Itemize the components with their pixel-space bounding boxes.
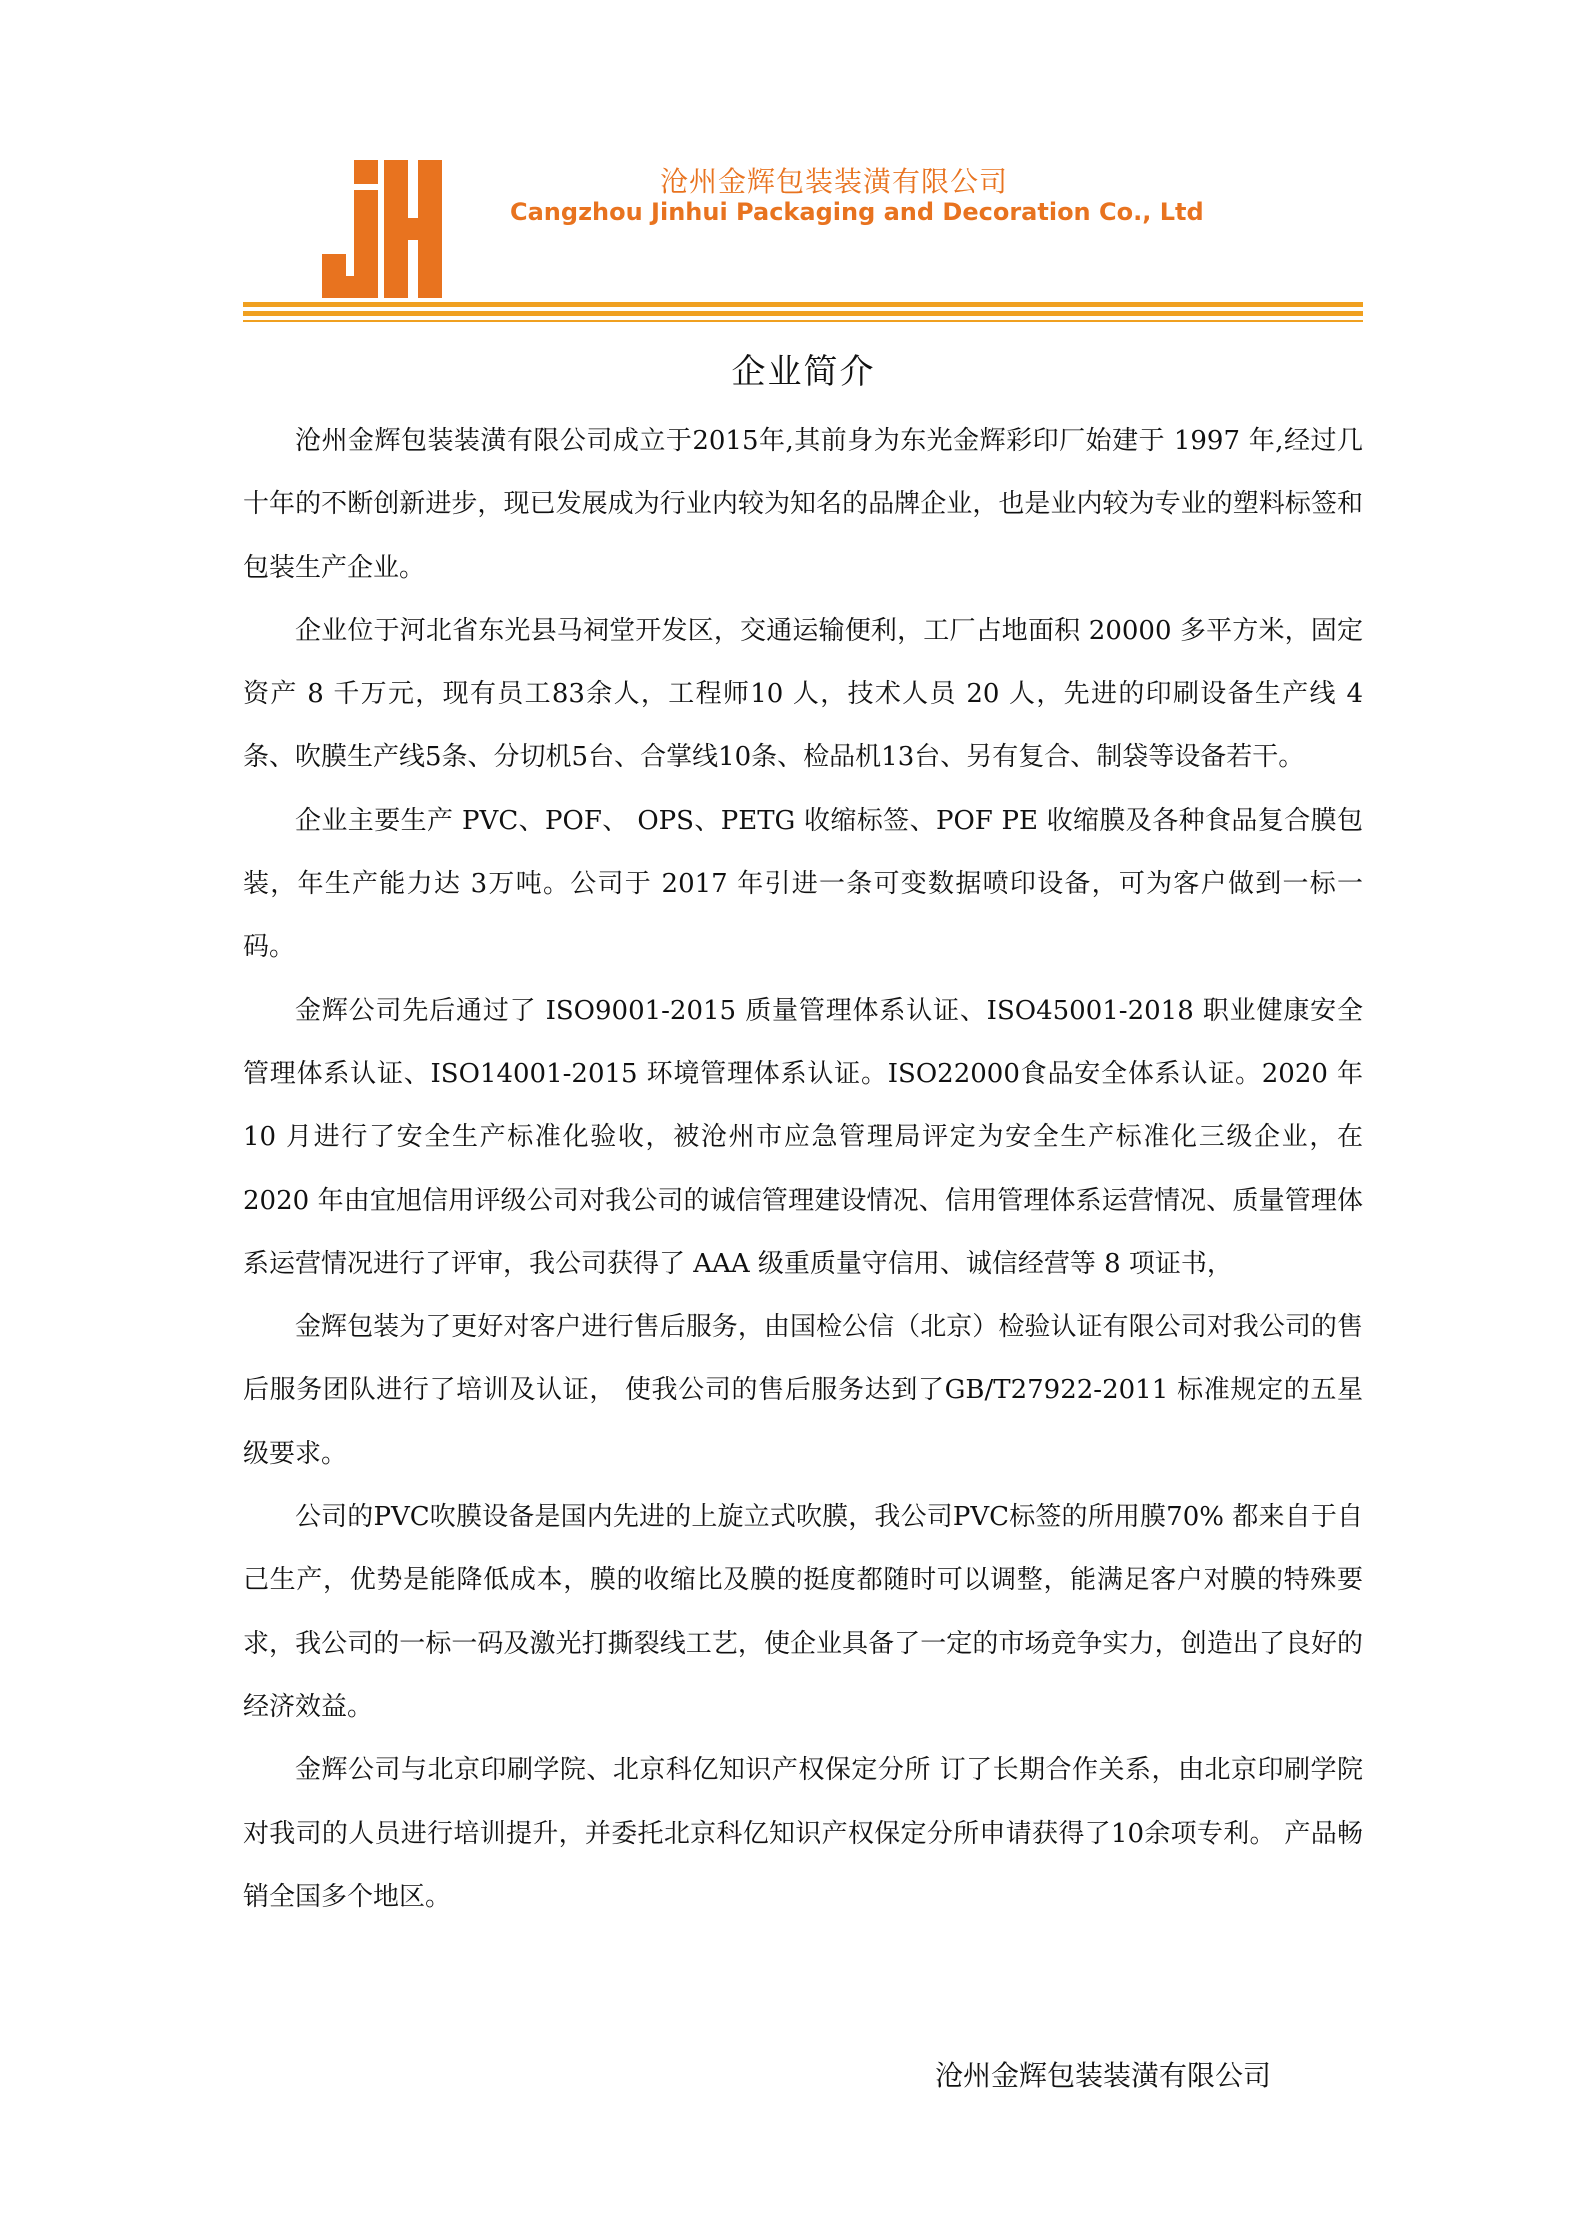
company-name-en: Cangzhou Jinhui Packaging and Decoration Co., Ltd (510, 198, 1204, 226)
header-divider (243, 302, 1363, 307)
paragraph: 企业主要生产 PVC、POF、 OPS、PETG 收缩标签、POF PE 收缩膜及各种食品复合膜包装，年生产能力达 3万吨。公司于 2017 年引进一条可变数据喷印设备，可为客户做到一标一码。 (243, 805, 1363, 963)
document-title: 企业简介 (731, 352, 876, 392)
paragraph: 公司的PVC吹膜设备是国内先进的上旋立式吹膜，我公司PVC标签的所用膜70% 都来自于自己生产，优势是能降低成本，膜的收缩比及膜的挺度都随时可以调整，能满足客户对膜的特殊要求，我公司的一标一码及激光打撕裂线工艺，使企业具备了一定的市场竞争实力，创造出了良好的经济效益。 (243, 1502, 1363, 1722)
signature: 沧州金辉包装装潢有限公司 (935, 2059, 1272, 2092)
header-divider (243, 311, 1363, 316)
company-logo (322, 160, 442, 298)
header-divider (243, 320, 1363, 322)
document-body (243, 410, 1363, 1929)
paragraph: 金辉公司与北京印刷学院、北京科亿知识产权保定分所 订了长期合作关系，由北京印刷学院对我司的人员进行培训提升，并委托北京科亿知识产权保定分所申请获得了10余项专利。 产品畅销全国多个地区。 (243, 1755, 1363, 1912)
paragraph: 金辉公司先后通过了 ISO9001-2015 质量管理体系认证、ISO45001-2018 职业健康安全管理体系认证、ISO14001-2015 环境管理体系认证。ISO22000食品安全体系认证。2020 年10 月进行了安全生产标准化验收，被沧州市应急管理局评定为安全生产标准化三级企业，在 2020 年由宜旭信用评级公司对我公司的诚信管理建设情况、信用管理体系运营情况、质量管理体系运营情况进行了评审，我公司获得了 AAA 级重质量守信用、诚信经营等 8 项证书， (243, 995, 1363, 1279)
paragraph: 企业位于河北省东光县马祠堂开发区，交通运输便利，工厂占地面积 20000 多平方米，固定资产 8 千万元，现有员工83余人，工程师10 人，技术人员 20 人，先进的印刷设备生产线 4 条、吹膜生产线5条、分切机5台、合掌线10条、检品机13台、另有复合、制袋等设备若干。 (243, 615, 1363, 773)
paragraph: 沧州金辉包装装潢有限公司成立于2015年,其前身为东光金辉彩印厂始建于 1997 年,经过几十年的不断创新进步，现已发展成为行业内较为知名的品牌企业，也是业内较为专业的塑料标签和包装生产企业。 (243, 426, 1363, 583)
company-name-cn: 沧州金辉包装装潢有限公司 (660, 165, 1009, 198)
paragraph: 金辉包装为了更好对客户进行售后服务，由国检公信（北京）检验认证有限公司对我公司的售后服务团队进行了培训及认证， 使我公司的售后服务达到了GB/T27922-2011 标准规定的五星级要求。 (243, 1312, 1363, 1469)
